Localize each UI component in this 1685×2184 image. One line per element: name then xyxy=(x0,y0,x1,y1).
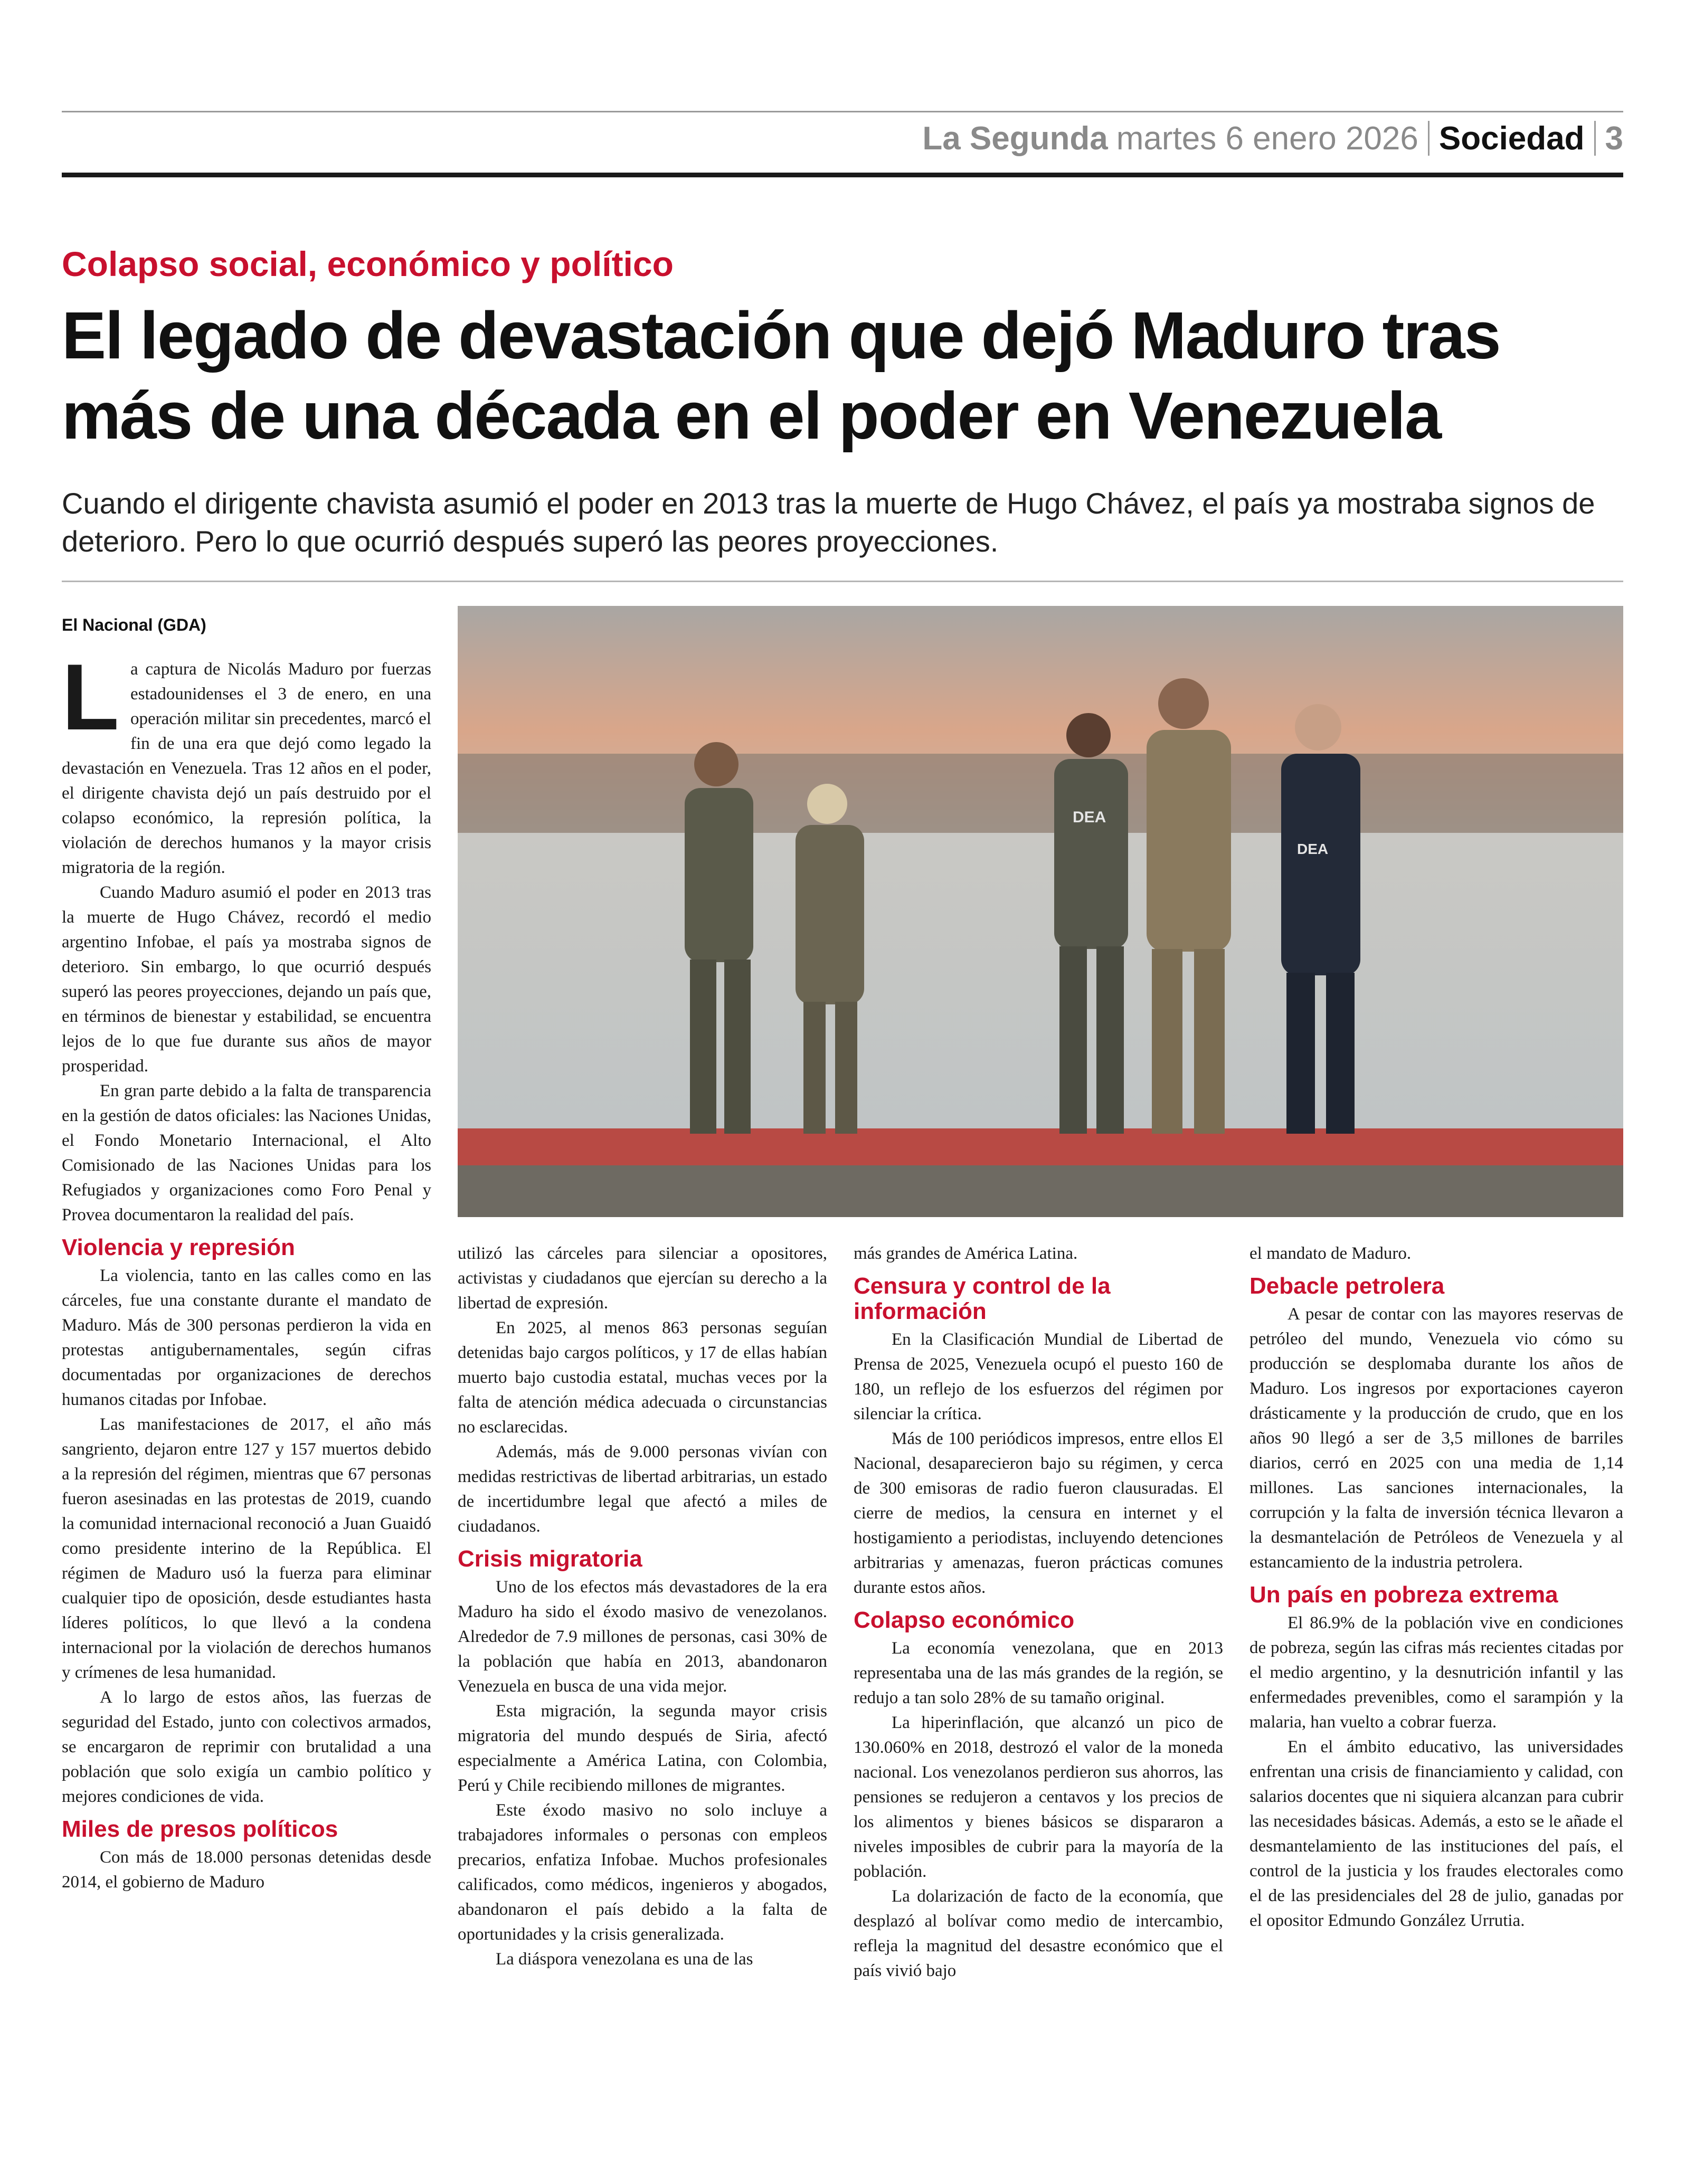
paragraph: Con más de 18.000 personas detenidas desde 2014, el gobierno de Maduro xyxy=(62,1848,431,1892)
red-barrier xyxy=(458,1128,1623,1165)
paragraph: utilizó las cárceles para silenciar a opositores, activistas y ciudadanos que ejercían su derecho a la libertad de expresión. xyxy=(458,1244,827,1313)
subheading: Censura y control de la información xyxy=(854,1273,1111,1324)
subheading: Miles de presos políticos xyxy=(62,1816,338,1842)
issue-date: martes 6 enero 2026 xyxy=(1116,120,1418,157)
article-photo xyxy=(458,606,1623,1217)
dea-label: DEA xyxy=(1297,841,1329,857)
paragraph: En la Clasificación Mundial de Libertad de Prensa de 2025, Venezuela ocupó el puesto 160 de 180, un reflejo de los esfuerzos del régimen por silenciar la crítica. xyxy=(854,1330,1223,1423)
subheading: Un país en pobreza extrema xyxy=(1249,1582,1558,1608)
paragraph: En gran parte debido a la falta de transparencia en la gestión de datos oficiales: las Naciones Unidas, el Fondo Monetario Internacional, el Alto Comisionado de las Naciones Unidas para los Refugiados y organizaciones como Foro Penal y Provea documentaron la realidad del país. xyxy=(62,1081,431,1224)
paragraph: La hiperinflación, que alcanzó un pico de 130.060% en 2018, destrozó el valor de la moneda nacional. Los venezolanos perdieron sus ahorros, las pensiones se redujeron a centavos y los precios de los alimentos y bienes básicos se dispararon a niveles imposibles de cubrir para la mayoría de la población. xyxy=(854,1713,1223,1881)
subheading: Crisis migratoria xyxy=(458,1546,642,1572)
masthead-bottom-rule xyxy=(62,173,1623,177)
paragraph: A lo largo de estos años, las fuerzas de seguridad del Estado, junto con colectivos armados, se encargaron de reprimir con brutalidad a una población que solo exigía un cambio político y mejores condiciones de vida. xyxy=(62,1688,431,1806)
paragraph: Uno de los efectos más devastadores de la era Maduro ha sido el éxodo masivo de venezolanos. Alrededor de 7.9 millones de personas, casi 30% de la población que había en 2013, abandonaron Venezuela en busca de una vida mejor. xyxy=(458,1578,827,1696)
paragraph: A pesar de contar con las mayores reservas de petróleo del mundo, Venezuela vio cómo su producción se desplomaba durante los años de Maduro. Los ingresos por exportaciones cayeron drásticamente y la producción de crudo, que en los años 90 llegó a ser de 3,5 millones de barriles diarios, cerró en 2025 con una media de 1,14 millones. Las sanciones internacionales, la corrupción y la falta de inversión técnica llevaron a la desmantelación de Petróleos de Venezuela y al estancamiento de la industria petrolera. xyxy=(1249,1305,1623,1572)
paragraph: más grandes de América Latina. xyxy=(854,1244,1078,1263)
photo-illustration xyxy=(458,606,1623,1217)
deck-rule xyxy=(62,581,1623,582)
drop-cap: L xyxy=(62,644,119,749)
paragraph: La diáspora venezolana es una de las xyxy=(496,1950,753,1969)
distant-city xyxy=(458,754,1623,833)
paragraph: Cuando Maduro asumió el poder en 2013 tras la muerte de Hugo Chávez, recordó el medio argentino Infobae, el país ya mostraba signos de deterioro. Sin embargo, lo que ocurrió después superó las peores proyecciones, dejando un país que, en términos de bienestar y estabilidad, se encuentra lejos de lo que fue durante sus años de mayor prosperidad. xyxy=(62,883,431,1076)
masthead-divider xyxy=(1428,121,1430,156)
paragraph: La economía venezolana, que en 2013 representaba una de las más grandes de la región, se redujo a tan solo 28% de su tamaño original. xyxy=(854,1639,1223,1707)
article-column-4 xyxy=(1249,1241,1623,1933)
paragraph: el mandato de Maduro. xyxy=(1249,1244,1412,1263)
article-deck: Cuando el dirigente chavista asumió el poder en 2013 tras la muerte de Hugo Chávez, el país ya mostraba signos de deterioro. Pero lo que ocurrió después superó las peores proyecciones. xyxy=(62,487,1595,558)
paragraph: Este éxodo masivo no solo incluye a trabajadores informales o personas con empleos precarios, enfatiza Infobae. Muchos profesionales calificados, como médicos, ingenieros y abogados, abandonaron el país debido a la falta de oportunidades y la crisis generalizada. xyxy=(458,1801,827,1944)
masthead-top-rule xyxy=(62,111,1623,112)
paragraph: La dolarización de facto de la economía, que desplazó al bolívar como medio de intercambio, refleja la magnitud del desastre económico que el país vivió bajo xyxy=(854,1887,1223,1980)
article-column-3 xyxy=(854,1241,1223,1983)
paragraph: En 2025, al menos 863 personas seguían detenidas bajo cargos políticos, y 17 de ellas habían muerto bajo custodia estatal, muchas veces por la falta de atención médica adecuada o circunstancias no esclarecidas. xyxy=(458,1318,827,1437)
article-kicker: Colapso social, económico y político xyxy=(62,244,674,283)
paragraph: a captura de Nicolás Maduro por fuerzas estadounidenses el 3 de enero, en una operación militar sin precedentes, marcó el fin de una era que dejó como legado la devastación en Venezuela. Tras 12 años en el poder, el dirigente chavista dejó un país destruido por el colapso económico, la represión política, la violación de derechos humanos y la mayor crisis migratoria de la región. xyxy=(62,660,431,877)
paragraph: Además, más de 9.000 personas vivían con medidas restrictivas de libertad arbitrarias, un estado de incertidumbre legal que afectó a miles de ciudadanos. xyxy=(458,1442,827,1536)
article-headline: El legado de devastación que dejó Maduro tras más de una década en el poder en Venezuela xyxy=(62,298,1500,453)
page-number: 3 xyxy=(1605,120,1623,157)
subheading: Violencia y represión xyxy=(62,1235,295,1260)
article-column-2 xyxy=(458,1241,827,1972)
tarmac-ground xyxy=(458,1165,1623,1217)
section-name: Sociedad xyxy=(1438,120,1585,157)
paragraph: Esta migración, la segunda mayor crisis migratoria del mundo después de Siria, afectó especialmente a América Latina, con Colombia, Perú y Chile recibiendo millones de migrantes. xyxy=(458,1702,827,1795)
dea-label: DEA xyxy=(1073,809,1106,826)
subheading: Debacle petrolera xyxy=(1249,1273,1445,1299)
masthead-divider xyxy=(1594,121,1596,156)
paragraph: Las manifestaciones de 2017, el año más sangriento, dejaron entre 127 y 157 muertos debido a la represión del régimen, mientras que 67 personas fueron asesinadas en las protestas de 2019, cuando la comunidad internacional reconoció a Juan Guaidó como presidente interino de la República. El régimen de Maduro usó la fuerza para eliminar cualquier tipo de oposición, desde estudiantes hasta líderes políticos, lo que llevó a la condena internacional por la violación de derechos humanos y crímenes de lesa humanidad. xyxy=(62,1415,431,1682)
newspaper-name: La Segunda xyxy=(922,120,1108,157)
masthead xyxy=(922,117,1623,159)
article-column-1 xyxy=(62,644,431,1895)
subheading: Colapso económico xyxy=(854,1607,1075,1633)
paragraph: En el ámbito educativo, las universidades enfrentan una crisis de financiamiento y calidad, con salarios docentes que ni siquiera alcanzan para cubrir las necesidades básicas. Además, a esto se le añade el desmantelamiento de las instituciones del país, el control de la justicia y los fraudes electorales como el de las presidenciales del 28 de julio, ganadas por el opositor Edmundo González Urrutia. xyxy=(1249,1737,1623,1930)
river-water xyxy=(458,833,1623,1150)
byline: El Nacional (GDA) xyxy=(62,615,206,634)
paragraph: La violencia, tanto en las calles como en las cárceles, fue una constante durante el mandato de Maduro. Más de 300 personas perdieron la vida en protestas antigubernamentales, según cifras documentadas por organizaciones de derechos humanos citadas por Infobae. xyxy=(62,1266,431,1409)
paragraph: Más de 100 periódicos impresos, entre ellos El Nacional, desaparecieron bajo su régimen, y cerca de 300 emisoras de radio fueron clausuradas. El cierre de medios, la censura en internet y el hostigamiento a periodistas, incluyendo detenciones arbitrarias y amenazas, fueron prácticas comunes durante estos años. xyxy=(854,1429,1223,1597)
paragraph: El 86.9% de la población vive en condiciones de pobreza, según las cifras más recientes citadas por el medio argentino, y la desnutrición infantil y las enfermedades prevenibles, como el sarampión y la malaria, han vuelto a cobrar fuerza. xyxy=(1249,1613,1623,1732)
